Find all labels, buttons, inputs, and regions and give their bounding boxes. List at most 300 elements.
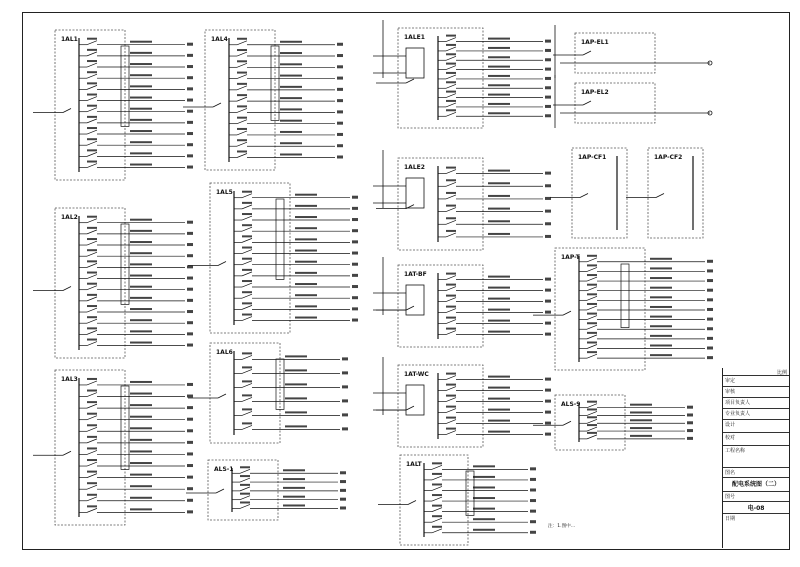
main-breaker-symbol: [63, 287, 71, 291]
circuit-id-label: [530, 531, 536, 534]
cable-spec-label: [630, 419, 652, 421]
panel-name: 1AL3: [61, 376, 78, 383]
cable-spec-label: [280, 63, 302, 65]
cable-spec-label: [650, 325, 672, 327]
breaker-symbol: [242, 194, 252, 198]
breaker-symbol: [446, 420, 456, 424]
breaker-symbol: [87, 119, 97, 123]
circuit-id-label: [545, 58, 551, 61]
panel-box: [648, 148, 703, 238]
cable-spec-label: [488, 233, 510, 235]
title-block-row: 审核: [723, 387, 789, 398]
main-breaker-symbol: [63, 109, 71, 113]
cable-spec-label: [130, 286, 152, 288]
cable-spec-label: [630, 404, 652, 406]
breaker-symbol: [87, 286, 97, 290]
breaker-symbol: [587, 287, 597, 291]
breaker-symbol: [432, 518, 442, 522]
cable-spec-label: [488, 409, 510, 411]
breaker-symbol: [446, 75, 456, 79]
circuit-id-label: [687, 406, 693, 409]
panel-name: ALS-9: [561, 401, 581, 408]
breaker-symbol: [87, 74, 97, 78]
circuit-id-label: [187, 299, 193, 302]
breaker-symbol: [237, 52, 247, 56]
breaker-rating-label: [587, 322, 597, 324]
cable-spec-label: [285, 411, 307, 413]
title-block-row: 校对: [723, 433, 789, 446]
title-block-row: 工程名称: [723, 446, 789, 468]
breaker-rating-label: [242, 302, 252, 304]
circuit-id-label: [340, 471, 346, 474]
cable-spec-label: [488, 208, 510, 210]
cable-spec-label: [283, 496, 305, 498]
main-breaker-symbol: [218, 262, 226, 266]
breaker-symbol: [87, 416, 97, 420]
circuit-id-label: [545, 40, 551, 43]
cable-spec-label: [488, 47, 510, 49]
cable-spec-label: [130, 330, 152, 332]
circuit-id-label: [337, 88, 343, 91]
breaker-symbol: [87, 393, 97, 397]
breaker-rating-label: [446, 205, 456, 207]
circuit-id-label: [545, 210, 551, 213]
panel-name: 1AP-CF2: [654, 154, 683, 161]
breaker-rating-label: [237, 139, 247, 141]
breaker-rating-label: [446, 109, 456, 111]
breaker-rating-label: [446, 295, 456, 297]
panel-name: 1AP-CF1: [578, 154, 607, 161]
cable-spec-label: [285, 355, 307, 357]
circuit-id-label: [337, 77, 343, 80]
circuit-id-label: [707, 337, 713, 340]
breaker-symbol: [446, 309, 456, 313]
breaker-rating-label: [87, 327, 97, 329]
breaker-rating-label: [87, 238, 97, 240]
title-block-row: 项目负责人: [723, 398, 789, 409]
breaker-rating-label: [587, 274, 597, 276]
breaker-symbol: [242, 397, 252, 401]
breaker-symbol: [446, 287, 456, 291]
cable-spec-label: [130, 381, 152, 383]
breaker-rating-label: [446, 230, 456, 232]
breaker-rating-label: [87, 105, 97, 107]
circuit-id-label: [545, 322, 551, 325]
breaker-rating-label: [587, 332, 597, 334]
breaker-rating-label: [242, 291, 252, 293]
cable-spec-label: [295, 205, 317, 207]
cable-spec-label: [488, 298, 510, 300]
breaker-symbol: [237, 153, 247, 157]
cable-spec-label: [130, 152, 152, 154]
cable-spec-label: [283, 478, 305, 480]
main-breaker-symbol: [63, 451, 71, 455]
cable-spec-label: [130, 297, 152, 299]
circuit-id-label: [187, 232, 193, 235]
breaker-symbol: [237, 120, 247, 124]
cable-spec-label: [280, 120, 302, 122]
breaker-rating-label: [446, 167, 456, 169]
breaker-symbol: [237, 86, 247, 90]
cable-spec-label: [473, 508, 495, 510]
breaker-rating-label: [87, 401, 97, 403]
cable-spec-label: [295, 250, 317, 252]
panel-name: 1AL2: [61, 214, 78, 221]
cable-spec-label: [283, 487, 305, 489]
breaker-symbol: [87, 130, 97, 134]
breaker-symbol: [87, 219, 97, 223]
cable-spec-label: [295, 261, 317, 263]
circuit-id-label: [342, 371, 348, 374]
breaker-symbol: [242, 305, 252, 309]
breaker-rating-label: [237, 60, 247, 62]
breaker-rating-label: [446, 100, 456, 102]
cable-spec-label: [130, 74, 152, 76]
main-breaker-symbol: [656, 194, 664, 198]
cable-spec-label: [630, 427, 652, 429]
breaker-symbol: [87, 141, 97, 145]
circuit-id-label: [187, 132, 193, 135]
cable-spec-label: [130, 308, 152, 310]
panel-name: ALS-1: [214, 466, 234, 473]
cable-spec-label: [488, 387, 510, 389]
breaker-rating-label: [87, 49, 97, 51]
breaker-symbol: [87, 41, 97, 45]
cable-spec-label: [295, 216, 317, 218]
circuit-id-label: [530, 488, 536, 491]
breaker-symbol: [242, 294, 252, 298]
cable-spec-label: [650, 277, 672, 279]
breaker-rating-label: [240, 484, 250, 486]
breaker-symbol: [87, 439, 97, 443]
title-block-row: 专业负责人: [723, 409, 789, 420]
cable-spec-label: [130, 52, 152, 54]
panel-name: 1AL6: [216, 349, 233, 356]
breaker-symbol: [446, 103, 456, 107]
title-block-row: 图名: [723, 468, 789, 478]
circuit-id-label: [337, 133, 343, 136]
breaker-rating-label: [242, 247, 252, 249]
circuit-id-label: [187, 452, 193, 455]
breaker-symbol: [242, 272, 252, 276]
breaker-symbol: [446, 398, 456, 402]
breaker-rating-label: [87, 390, 97, 392]
panel-box: [555, 248, 645, 370]
cable-spec-label: [295, 317, 317, 319]
breaker-rating-label: [242, 235, 252, 237]
circuit-id-label: [187, 76, 193, 79]
breaker-rating-label: [87, 482, 97, 484]
breaker-rating-label: [242, 422, 252, 424]
circuit-id-label: [352, 240, 358, 243]
breaker-symbol: [240, 469, 250, 473]
cable-spec-label: [650, 296, 672, 298]
breaker-symbol: [87, 381, 97, 385]
breaker-symbol: [242, 216, 252, 220]
panel-name: 1AP-T: [561, 254, 580, 261]
circuit-id-label: [187, 332, 193, 335]
breaker-symbol: [87, 450, 97, 454]
breaker-symbol: [446, 56, 456, 60]
circuit-id-label: [545, 77, 551, 80]
circuit-id-label: [187, 487, 193, 490]
terminal-strip: [276, 359, 284, 409]
cable-spec-label: [280, 142, 302, 144]
cable-spec-label: [488, 182, 510, 184]
circuit-id-label: [545, 300, 551, 303]
breaker-symbol: [87, 63, 97, 67]
circuit-id-label: [545, 222, 551, 225]
breaker-symbol: [587, 325, 597, 329]
circuit-id-label: [187, 441, 193, 444]
cable-spec-label: [473, 529, 495, 531]
breaker-symbol: [587, 316, 597, 320]
circuit-id-label: [340, 480, 346, 483]
circuit-id-label: [340, 506, 346, 509]
circuit-id-label: [545, 172, 551, 175]
cable-spec-label: [130, 508, 152, 510]
circuit-id-label: [187, 65, 193, 68]
panel-box: [398, 158, 483, 250]
breaker-rating-label: [240, 475, 250, 477]
title-block-sheet-title: 配电系统图（二）: [723, 478, 789, 492]
cable-spec-label: [295, 283, 317, 285]
circuit-id-label: [352, 252, 358, 255]
cable-spec-label: [130, 393, 152, 395]
circuit-id-label: [337, 122, 343, 125]
breaker-symbol: [87, 308, 97, 312]
cable-spec-label: [130, 241, 152, 243]
cable-spec-label: [650, 345, 672, 347]
breaker-symbol: [432, 508, 442, 512]
breaker-symbol: [446, 38, 456, 42]
breaker-rating-label: [240, 466, 250, 468]
breaker-rating-label: [242, 352, 252, 354]
breaker-rating-label: [237, 128, 247, 130]
breaker-symbol: [587, 345, 597, 349]
breaker-symbol: [87, 230, 97, 234]
drawing-notes: 注：1.图中...: [548, 524, 576, 529]
title-block-scale: 比例: [723, 368, 789, 376]
cable-spec-label: [488, 94, 510, 96]
circuit-id-label: [352, 285, 358, 288]
cable-spec-label: [130, 427, 152, 429]
cable-spec-label: [130, 141, 152, 143]
breaker-rating-label: [446, 406, 456, 408]
circuit-id-label: [352, 307, 358, 310]
breaker-rating-label: [446, 91, 456, 93]
cable-spec-label: [488, 376, 510, 378]
breaker-rating-label: [237, 94, 247, 96]
circuit-id-label: [187, 510, 193, 513]
breaker-symbol: [87, 462, 97, 466]
circuit-id-label: [337, 155, 343, 158]
breaker-rating-label: [87, 94, 97, 96]
circuit-id-label: [337, 65, 343, 68]
cable-spec-label: [650, 287, 672, 289]
cable-spec-label: [650, 258, 672, 260]
circuit-id-label: [545, 433, 551, 436]
cable-spec-label: [488, 38, 510, 40]
breaker-rating-label: [242, 224, 252, 226]
circuit-id-label: [187, 344, 193, 347]
breaker-rating-label: [87, 471, 97, 473]
circuit-id-label: [707, 279, 713, 282]
circuit-id-label: [337, 54, 343, 57]
breaker-symbol: [587, 335, 597, 339]
circuit-id-label: [187, 110, 193, 113]
panel-box: [572, 148, 627, 238]
breaker-rating-label: [87, 283, 97, 285]
panel-name: 1AL1: [61, 36, 78, 43]
breaker-rating-label: [587, 424, 597, 426]
main-breaker-symbol: [406, 406, 414, 410]
breaker-rating-label: [240, 493, 250, 495]
breaker-symbol: [242, 205, 252, 209]
circuit-id-label: [342, 427, 348, 430]
circuit-id-label: [340, 489, 346, 492]
breaker-rating-label: [446, 63, 456, 65]
main-breaker-symbol: [563, 421, 571, 425]
breaker-symbol: [446, 66, 456, 70]
circuit-id-label: [545, 422, 551, 425]
breaker-symbol: [587, 419, 597, 423]
circuit-id-label: [545, 411, 551, 414]
cable-spec-label: [488, 56, 510, 58]
breaker-rating-label: [587, 313, 597, 315]
breaker-rating-label: [242, 314, 252, 316]
circuit-id-label: [337, 144, 343, 147]
breaker-rating-label: [242, 280, 252, 282]
circuit-id-label: [342, 385, 348, 388]
breaker-symbol: [587, 277, 597, 281]
cable-spec-label: [130, 462, 152, 464]
cable-spec-label: [630, 435, 652, 437]
panel-name: 1AL5: [216, 189, 233, 196]
breaker-symbol: [446, 170, 456, 174]
breaker-rating-label: [87, 272, 97, 274]
panel-name: 1AP-EL1: [581, 39, 609, 46]
cable-spec-label: [285, 369, 307, 371]
circuit-id-label: [352, 263, 358, 266]
cable-spec-label: [488, 112, 510, 114]
breaker-rating-label: [87, 316, 97, 318]
breaker-rating-label: [587, 293, 597, 295]
circuit-id-label: [337, 110, 343, 113]
breaker-rating-label: [237, 105, 247, 107]
cable-spec-label: [130, 404, 152, 406]
breaker-rating-label: [587, 351, 597, 353]
breaker-symbol: [240, 478, 250, 482]
cable-spec-label: [130, 342, 152, 344]
breaker-rating-label: [587, 264, 597, 266]
circuit-id-label: [342, 413, 348, 416]
cable-spec-label: [295, 272, 317, 274]
breaker-rating-label: [432, 494, 442, 496]
circuit-id-label: [187, 464, 193, 467]
breaker-rating-label: [446, 306, 456, 308]
breaker-symbol: [87, 427, 97, 431]
panel-name: 1ALE1: [404, 34, 425, 41]
breaker-rating-label: [446, 373, 456, 375]
circuit-id-label: [342, 399, 348, 402]
breaker-symbol: [446, 387, 456, 391]
circuit-id-label: [352, 319, 358, 322]
breaker-rating-label: [87, 216, 97, 218]
circuit-id-label: [187, 87, 193, 90]
circuit-id-label: [187, 429, 193, 432]
breaker-symbol: [242, 250, 252, 254]
breaker-symbol: [237, 41, 247, 45]
cable-spec-label: [488, 103, 510, 105]
ats-switch-symbol: [406, 285, 424, 315]
breaker-rating-label: [242, 191, 252, 193]
cable-spec-label: [295, 194, 317, 196]
breaker-symbol: [242, 227, 252, 231]
cable-spec-label: [130, 416, 152, 418]
circuit-id-label: [545, 114, 551, 117]
circuit-id-label: [545, 96, 551, 99]
breaker-symbol: [242, 317, 252, 321]
breaker-rating-label: [587, 342, 597, 344]
circuit-id-label: [337, 99, 343, 102]
breaker-symbol: [87, 404, 97, 408]
main-breaker-symbol: [583, 51, 591, 55]
breaker-symbol: [87, 342, 97, 346]
breaker-symbol: [87, 152, 97, 156]
cable-spec-label: [473, 497, 495, 499]
breaker-symbol: [87, 97, 97, 101]
breaker-rating-label: [432, 505, 442, 507]
circuit-id-label: [187, 288, 193, 291]
circuit-id-label: [187, 99, 193, 102]
cable-spec-label: [130, 319, 152, 321]
circuit-id-label: [187, 254, 193, 257]
breaker-symbol: [87, 319, 97, 323]
breaker-symbol: [587, 435, 597, 439]
circuit-id-label: [545, 289, 551, 292]
main-breaker-symbol: [580, 194, 588, 198]
breaker-rating-label: [87, 249, 97, 251]
circuit-id-label: [687, 437, 693, 440]
breaker-symbol: [446, 331, 456, 335]
main-breaker-symbol: [563, 311, 571, 315]
breaker-symbol: [446, 276, 456, 280]
main-breaker-symbol: [218, 394, 226, 398]
breaker-rating-label: [587, 303, 597, 305]
breaker-rating-label: [446, 53, 456, 55]
breaker-rating-label: [237, 117, 247, 119]
cable-spec-label: [295, 294, 317, 296]
breaker-rating-label: [87, 60, 97, 62]
breaker-symbol: [446, 112, 456, 116]
cable-spec-label: [280, 108, 302, 110]
main-breaker-symbol: [406, 79, 414, 83]
title-block-row: 图号: [723, 492, 789, 502]
breaker-rating-label: [587, 284, 597, 286]
breaker-symbol: [240, 496, 250, 500]
breaker-rating-label: [87, 227, 97, 229]
circuit-id-label: [337, 43, 343, 46]
main-breaker-symbol: [216, 489, 224, 493]
circuit-id-label: [530, 499, 536, 502]
panel-name: 1ALT: [406, 461, 422, 468]
circuit-id-label: [187, 418, 193, 421]
breaker-symbol: [587, 404, 597, 408]
cable-spec-label: [488, 287, 510, 289]
cable-spec-label: [280, 97, 302, 99]
breaker-rating-label: [87, 447, 97, 449]
